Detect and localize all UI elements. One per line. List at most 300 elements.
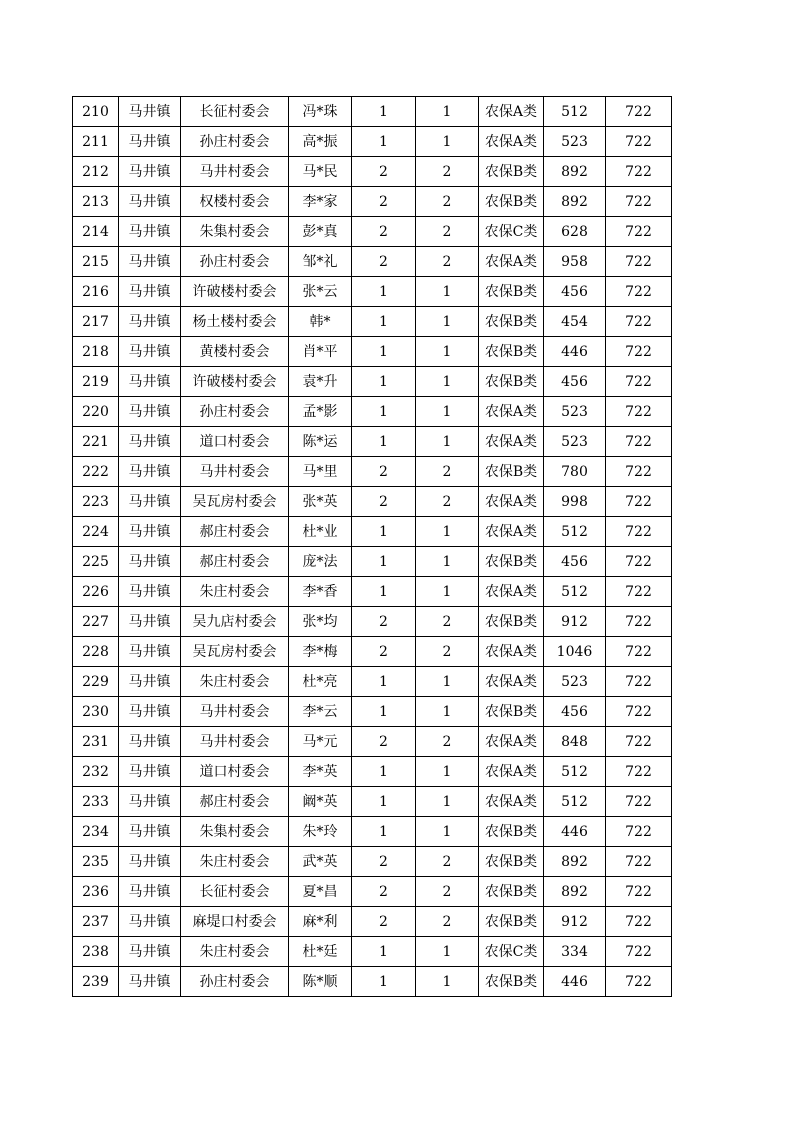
insurance-type-cell: 农保B类 [479,367,544,397]
amount-cell: 454 [544,307,606,337]
standard-cell: 722 [606,337,672,367]
count-b-cell: 2 [416,457,479,487]
standard-cell: 722 [606,367,672,397]
table-row [73,757,672,787]
count-a-cell: 2 [352,727,416,757]
name-cell: 冯*珠 [289,97,352,127]
count-b-cell: 2 [416,217,479,247]
amount-cell: 512 [544,97,606,127]
count-b-cell: 1 [416,577,479,607]
town-cell: 马井镇 [119,517,181,547]
row-number-cell: 220 [73,397,119,427]
standard-cell: 722 [606,757,672,787]
town-cell: 马井镇 [119,97,181,127]
name-cell: 李*梅 [289,637,352,667]
village-committee-cell: 马井村委会 [181,457,289,487]
row-number-cell: 228 [73,637,119,667]
table-row [73,367,672,397]
count-b-cell: 1 [416,97,479,127]
standard-cell: 722 [606,937,672,967]
standard-cell: 722 [606,847,672,877]
table-row [73,217,672,247]
table-row [73,517,672,547]
amount-cell: 892 [544,157,606,187]
table-row [73,727,672,757]
count-b-cell: 1 [416,937,479,967]
table-row [73,427,672,457]
count-a-cell: 1 [352,307,416,337]
row-number-cell: 223 [73,487,119,517]
village-committee-cell: 朱庄村委会 [181,847,289,877]
standard-cell: 722 [606,817,672,847]
village-committee-cell: 朱集村委会 [181,217,289,247]
row-number-cell: 234 [73,817,119,847]
count-b-cell: 1 [416,337,479,367]
standard-cell: 722 [606,517,672,547]
count-b-cell: 1 [416,277,479,307]
count-b-cell: 2 [416,637,479,667]
table-row [73,97,672,127]
amount-cell: 628 [544,217,606,247]
count-a-cell: 1 [352,667,416,697]
table-row [73,817,672,847]
insurance-type-cell: 农保B类 [479,817,544,847]
insurance-type-cell: 农保B类 [479,607,544,637]
name-cell: 朱*玲 [289,817,352,847]
name-cell: 杜*业 [289,517,352,547]
amount-cell: 456 [544,277,606,307]
insurance-type-cell: 农保A类 [479,637,544,667]
town-cell: 马井镇 [119,547,181,577]
standard-cell: 722 [606,397,672,427]
standard-cell: 722 [606,967,672,997]
village-committee-cell: 许破楼村委会 [181,367,289,397]
village-committee-cell: 孙庄村委会 [181,247,289,277]
row-number-cell: 211 [73,127,119,157]
town-cell: 马井镇 [119,877,181,907]
table-row [73,907,672,937]
count-a-cell: 1 [352,787,416,817]
town-cell: 马井镇 [119,907,181,937]
insurance-type-cell: 农保B类 [479,277,544,307]
amount-cell: 446 [544,337,606,367]
name-cell: 马*里 [289,457,352,487]
insurance-type-cell: 农保A类 [479,397,544,427]
row-number-cell: 218 [73,337,119,367]
name-cell: 李*家 [289,187,352,217]
town-cell: 马井镇 [119,427,181,457]
insurance-type-cell: 农保C类 [479,217,544,247]
name-cell: 庞*法 [289,547,352,577]
amount-cell: 456 [544,547,606,577]
village-committee-cell: 道口村委会 [181,427,289,457]
insurance-type-cell: 农保B类 [479,157,544,187]
count-b-cell: 1 [416,787,479,817]
count-a-cell: 2 [352,487,416,517]
count-a-cell: 2 [352,187,416,217]
count-a-cell: 1 [352,817,416,847]
table-row [73,307,672,337]
insurance-type-cell: 农保A类 [479,97,544,127]
count-b-cell: 2 [416,157,479,187]
village-committee-cell: 朱集村委会 [181,817,289,847]
standard-cell: 722 [606,97,672,127]
table-row [73,637,672,667]
standard-cell: 722 [606,187,672,217]
table-row [73,787,672,817]
count-b-cell: 1 [416,547,479,577]
count-b-cell: 2 [416,847,479,877]
town-cell: 马井镇 [119,157,181,187]
table-row [73,547,672,577]
row-number-cell: 225 [73,547,119,577]
roster-body [73,97,672,997]
count-a-cell: 1 [352,397,416,427]
amount-cell: 912 [544,907,606,937]
town-cell: 马井镇 [119,277,181,307]
count-b-cell: 1 [416,667,479,697]
town-cell: 马井镇 [119,187,181,217]
table-row [73,577,672,607]
table-row [73,157,672,187]
amount-cell: 512 [544,787,606,817]
row-number-cell: 239 [73,967,119,997]
amount-cell: 523 [544,427,606,457]
table-row [73,187,672,217]
standard-cell: 722 [606,427,672,457]
count-b-cell: 1 [416,817,479,847]
village-committee-cell: 郝庄村委会 [181,547,289,577]
table-row [73,937,672,967]
name-cell: 杜*廷 [289,937,352,967]
count-a-cell: 2 [352,847,416,877]
amount-cell: 892 [544,847,606,877]
row-number-cell: 212 [73,157,119,187]
standard-cell: 722 [606,487,672,517]
table-row [73,337,672,367]
town-cell: 马井镇 [119,727,181,757]
town-cell: 马井镇 [119,607,181,637]
insurance-type-cell: 农保A类 [479,727,544,757]
table-row [73,667,672,697]
standard-cell: 722 [606,247,672,277]
standard-cell: 722 [606,457,672,487]
name-cell: 武*英 [289,847,352,877]
insurance-type-cell: 农保B类 [479,967,544,997]
table-row [73,487,672,517]
count-a-cell: 1 [352,427,416,457]
standard-cell: 722 [606,157,672,187]
row-number-cell: 215 [73,247,119,277]
name-cell: 麻*利 [289,907,352,937]
standard-cell: 722 [606,667,672,697]
name-cell: 张*云 [289,277,352,307]
insurance-type-cell: 农保A类 [479,787,544,817]
insurance-type-cell: 农保B类 [479,337,544,367]
village-committee-cell: 孙庄村委会 [181,397,289,427]
amount-cell: 998 [544,487,606,517]
amount-cell: 892 [544,187,606,217]
table-row [73,877,672,907]
town-cell: 马井镇 [119,817,181,847]
row-number-cell: 227 [73,607,119,637]
insurance-type-cell: 农保A类 [479,757,544,787]
standard-cell: 722 [606,127,672,157]
count-a-cell: 2 [352,457,416,487]
town-cell: 马井镇 [119,367,181,397]
amount-cell: 780 [544,457,606,487]
count-a-cell: 1 [352,937,416,967]
count-a-cell: 1 [352,517,416,547]
standard-cell: 722 [606,637,672,667]
name-cell: 马*民 [289,157,352,187]
count-b-cell: 2 [416,187,479,217]
insurance-type-cell: 农保B类 [479,307,544,337]
count-b-cell: 2 [416,907,479,937]
standard-cell: 722 [606,547,672,577]
standard-cell: 722 [606,907,672,937]
count-a-cell: 1 [352,577,416,607]
amount-cell: 512 [544,517,606,547]
table-row [73,697,672,727]
amount-cell: 523 [544,127,606,157]
count-a-cell: 1 [352,127,416,157]
village-committee-cell: 朱庄村委会 [181,937,289,967]
table-row [73,847,672,877]
village-committee-cell: 马井村委会 [181,697,289,727]
name-cell: 彭*真 [289,217,352,247]
town-cell: 马井镇 [119,667,181,697]
name-cell: 肖*平 [289,337,352,367]
village-committee-cell: 马井村委会 [181,157,289,187]
table-row [73,457,672,487]
name-cell: 杜*亮 [289,667,352,697]
amount-cell: 512 [544,757,606,787]
town-cell: 马井镇 [119,577,181,607]
village-committee-cell: 长征村委会 [181,97,289,127]
count-a-cell: 1 [352,337,416,367]
count-b-cell: 1 [416,397,479,427]
table-row [73,607,672,637]
name-cell: 陈*顺 [289,967,352,997]
village-committee-cell: 吴九店村委会 [181,607,289,637]
town-cell: 马井镇 [119,337,181,367]
insurance-type-cell: 农保B类 [479,187,544,217]
count-b-cell: 2 [416,487,479,517]
name-cell: 邹*礼 [289,247,352,277]
village-committee-cell: 吴瓦房村委会 [181,487,289,517]
name-cell: 张*均 [289,607,352,637]
village-committee-cell: 长征村委会 [181,877,289,907]
insurance-type-cell: 农保B类 [479,877,544,907]
row-number-cell: 210 [73,97,119,127]
standard-cell: 722 [606,727,672,757]
standard-cell: 722 [606,577,672,607]
table-row [73,967,672,997]
amount-cell: 1046 [544,637,606,667]
standard-cell: 722 [606,277,672,307]
count-b-cell: 2 [416,607,479,637]
name-cell: 孟*影 [289,397,352,427]
amount-cell: 334 [544,937,606,967]
insurance-type-cell: 农保A类 [479,487,544,517]
name-cell: 李*英 [289,757,352,787]
count-a-cell: 1 [352,757,416,787]
insurance-type-cell: 农保B类 [479,847,544,877]
amount-cell: 523 [544,397,606,427]
count-a-cell: 2 [352,637,416,667]
row-number-cell: 232 [73,757,119,787]
count-b-cell: 1 [416,307,479,337]
count-a-cell: 1 [352,547,416,577]
village-committee-cell: 郝庄村委会 [181,517,289,547]
insurance-type-cell: 农保B类 [479,547,544,577]
village-committee-cell: 孙庄村委会 [181,967,289,997]
row-number-cell: 221 [73,427,119,457]
standard-cell: 722 [606,697,672,727]
row-number-cell: 235 [73,847,119,877]
name-cell: 张*英 [289,487,352,517]
count-a-cell: 1 [352,967,416,997]
insurance-type-cell: 农保A类 [479,577,544,607]
count-a-cell: 2 [352,157,416,187]
amount-cell: 912 [544,607,606,637]
table-row [73,247,672,277]
village-committee-cell: 郝庄村委会 [181,787,289,817]
row-number-cell: 226 [73,577,119,607]
count-a-cell: 1 [352,277,416,307]
name-cell: 陈*运 [289,427,352,457]
count-b-cell: 1 [416,697,479,727]
amount-cell: 523 [544,667,606,697]
village-committee-cell: 马井村委会 [181,727,289,757]
town-cell: 马井镇 [119,247,181,277]
row-number-cell: 222 [73,457,119,487]
village-committee-cell: 麻堤口村委会 [181,907,289,937]
insurance-type-cell: 农保B类 [479,907,544,937]
standard-cell: 722 [606,217,672,247]
amount-cell: 456 [544,697,606,727]
village-committee-cell: 黄楼村委会 [181,337,289,367]
village-committee-cell: 孙庄村委会 [181,127,289,157]
town-cell: 马井镇 [119,397,181,427]
row-number-cell: 216 [73,277,119,307]
name-cell: 李*香 [289,577,352,607]
name-cell: 李*云 [289,697,352,727]
insurance-type-cell: 农保A类 [479,667,544,697]
town-cell: 马井镇 [119,787,181,817]
row-number-cell: 229 [73,667,119,697]
count-b-cell: 1 [416,367,479,397]
count-a-cell: 1 [352,97,416,127]
amount-cell: 848 [544,727,606,757]
count-a-cell: 2 [352,247,416,277]
count-b-cell: 2 [416,247,479,277]
insurance-type-cell: 农保B类 [479,697,544,727]
standard-cell: 722 [606,307,672,337]
name-cell: 夏*昌 [289,877,352,907]
insurance-type-cell: 农保A类 [479,427,544,457]
town-cell: 马井镇 [119,967,181,997]
count-b-cell: 1 [416,967,479,997]
count-a-cell: 2 [352,607,416,637]
subsidy-roster-table [72,96,672,997]
amount-cell: 512 [544,577,606,607]
count-b-cell: 1 [416,757,479,787]
standard-cell: 722 [606,787,672,817]
village-committee-cell: 吴瓦房村委会 [181,637,289,667]
count-a-cell: 2 [352,217,416,247]
town-cell: 马井镇 [119,757,181,787]
amount-cell: 958 [544,247,606,277]
insurance-type-cell: 农保A类 [479,127,544,157]
standard-cell: 722 [606,607,672,637]
row-number-cell: 213 [73,187,119,217]
count-b-cell: 2 [416,877,479,907]
town-cell: 马井镇 [119,697,181,727]
count-a-cell: 2 [352,907,416,937]
standard-cell: 722 [606,877,672,907]
town-cell: 马井镇 [119,127,181,157]
name-cell: 马*元 [289,727,352,757]
name-cell: 高*振 [289,127,352,157]
insurance-type-cell: 农保B类 [479,457,544,487]
insurance-type-cell: 农保A类 [479,517,544,547]
town-cell: 马井镇 [119,937,181,967]
row-number-cell: 233 [73,787,119,817]
row-number-cell: 217 [73,307,119,337]
count-a-cell: 1 [352,367,416,397]
village-committee-cell: 许破楼村委会 [181,277,289,307]
village-committee-cell: 杨土楼村委会 [181,307,289,337]
count-b-cell: 2 [416,727,479,757]
amount-cell: 446 [544,817,606,847]
amount-cell: 892 [544,877,606,907]
row-number-cell: 237 [73,907,119,937]
town-cell: 马井镇 [119,847,181,877]
insurance-type-cell: 农保C类 [479,937,544,967]
row-number-cell: 219 [73,367,119,397]
name-cell: 韩* [289,307,352,337]
count-a-cell: 1 [352,697,416,727]
table-row [73,397,672,427]
village-committee-cell: 权楼村委会 [181,187,289,217]
name-cell: 袁*升 [289,367,352,397]
table-row [73,277,672,307]
town-cell: 马井镇 [119,307,181,337]
town-cell: 马井镇 [119,487,181,517]
row-number-cell: 224 [73,517,119,547]
count-b-cell: 1 [416,427,479,457]
insurance-type-cell: 农保A类 [479,247,544,277]
row-number-cell: 231 [73,727,119,757]
count-b-cell: 1 [416,517,479,547]
name-cell: 阚*英 [289,787,352,817]
town-cell: 马井镇 [119,217,181,247]
row-number-cell: 238 [73,937,119,967]
amount-cell: 456 [544,367,606,397]
count-b-cell: 1 [416,127,479,157]
row-number-cell: 214 [73,217,119,247]
row-number-cell: 236 [73,877,119,907]
row-number-cell: 230 [73,697,119,727]
village-committee-cell: 朱庄村委会 [181,577,289,607]
town-cell: 马井镇 [119,637,181,667]
village-committee-cell: 朱庄村委会 [181,667,289,697]
count-a-cell: 2 [352,877,416,907]
village-committee-cell: 道口村委会 [181,757,289,787]
amount-cell: 446 [544,967,606,997]
